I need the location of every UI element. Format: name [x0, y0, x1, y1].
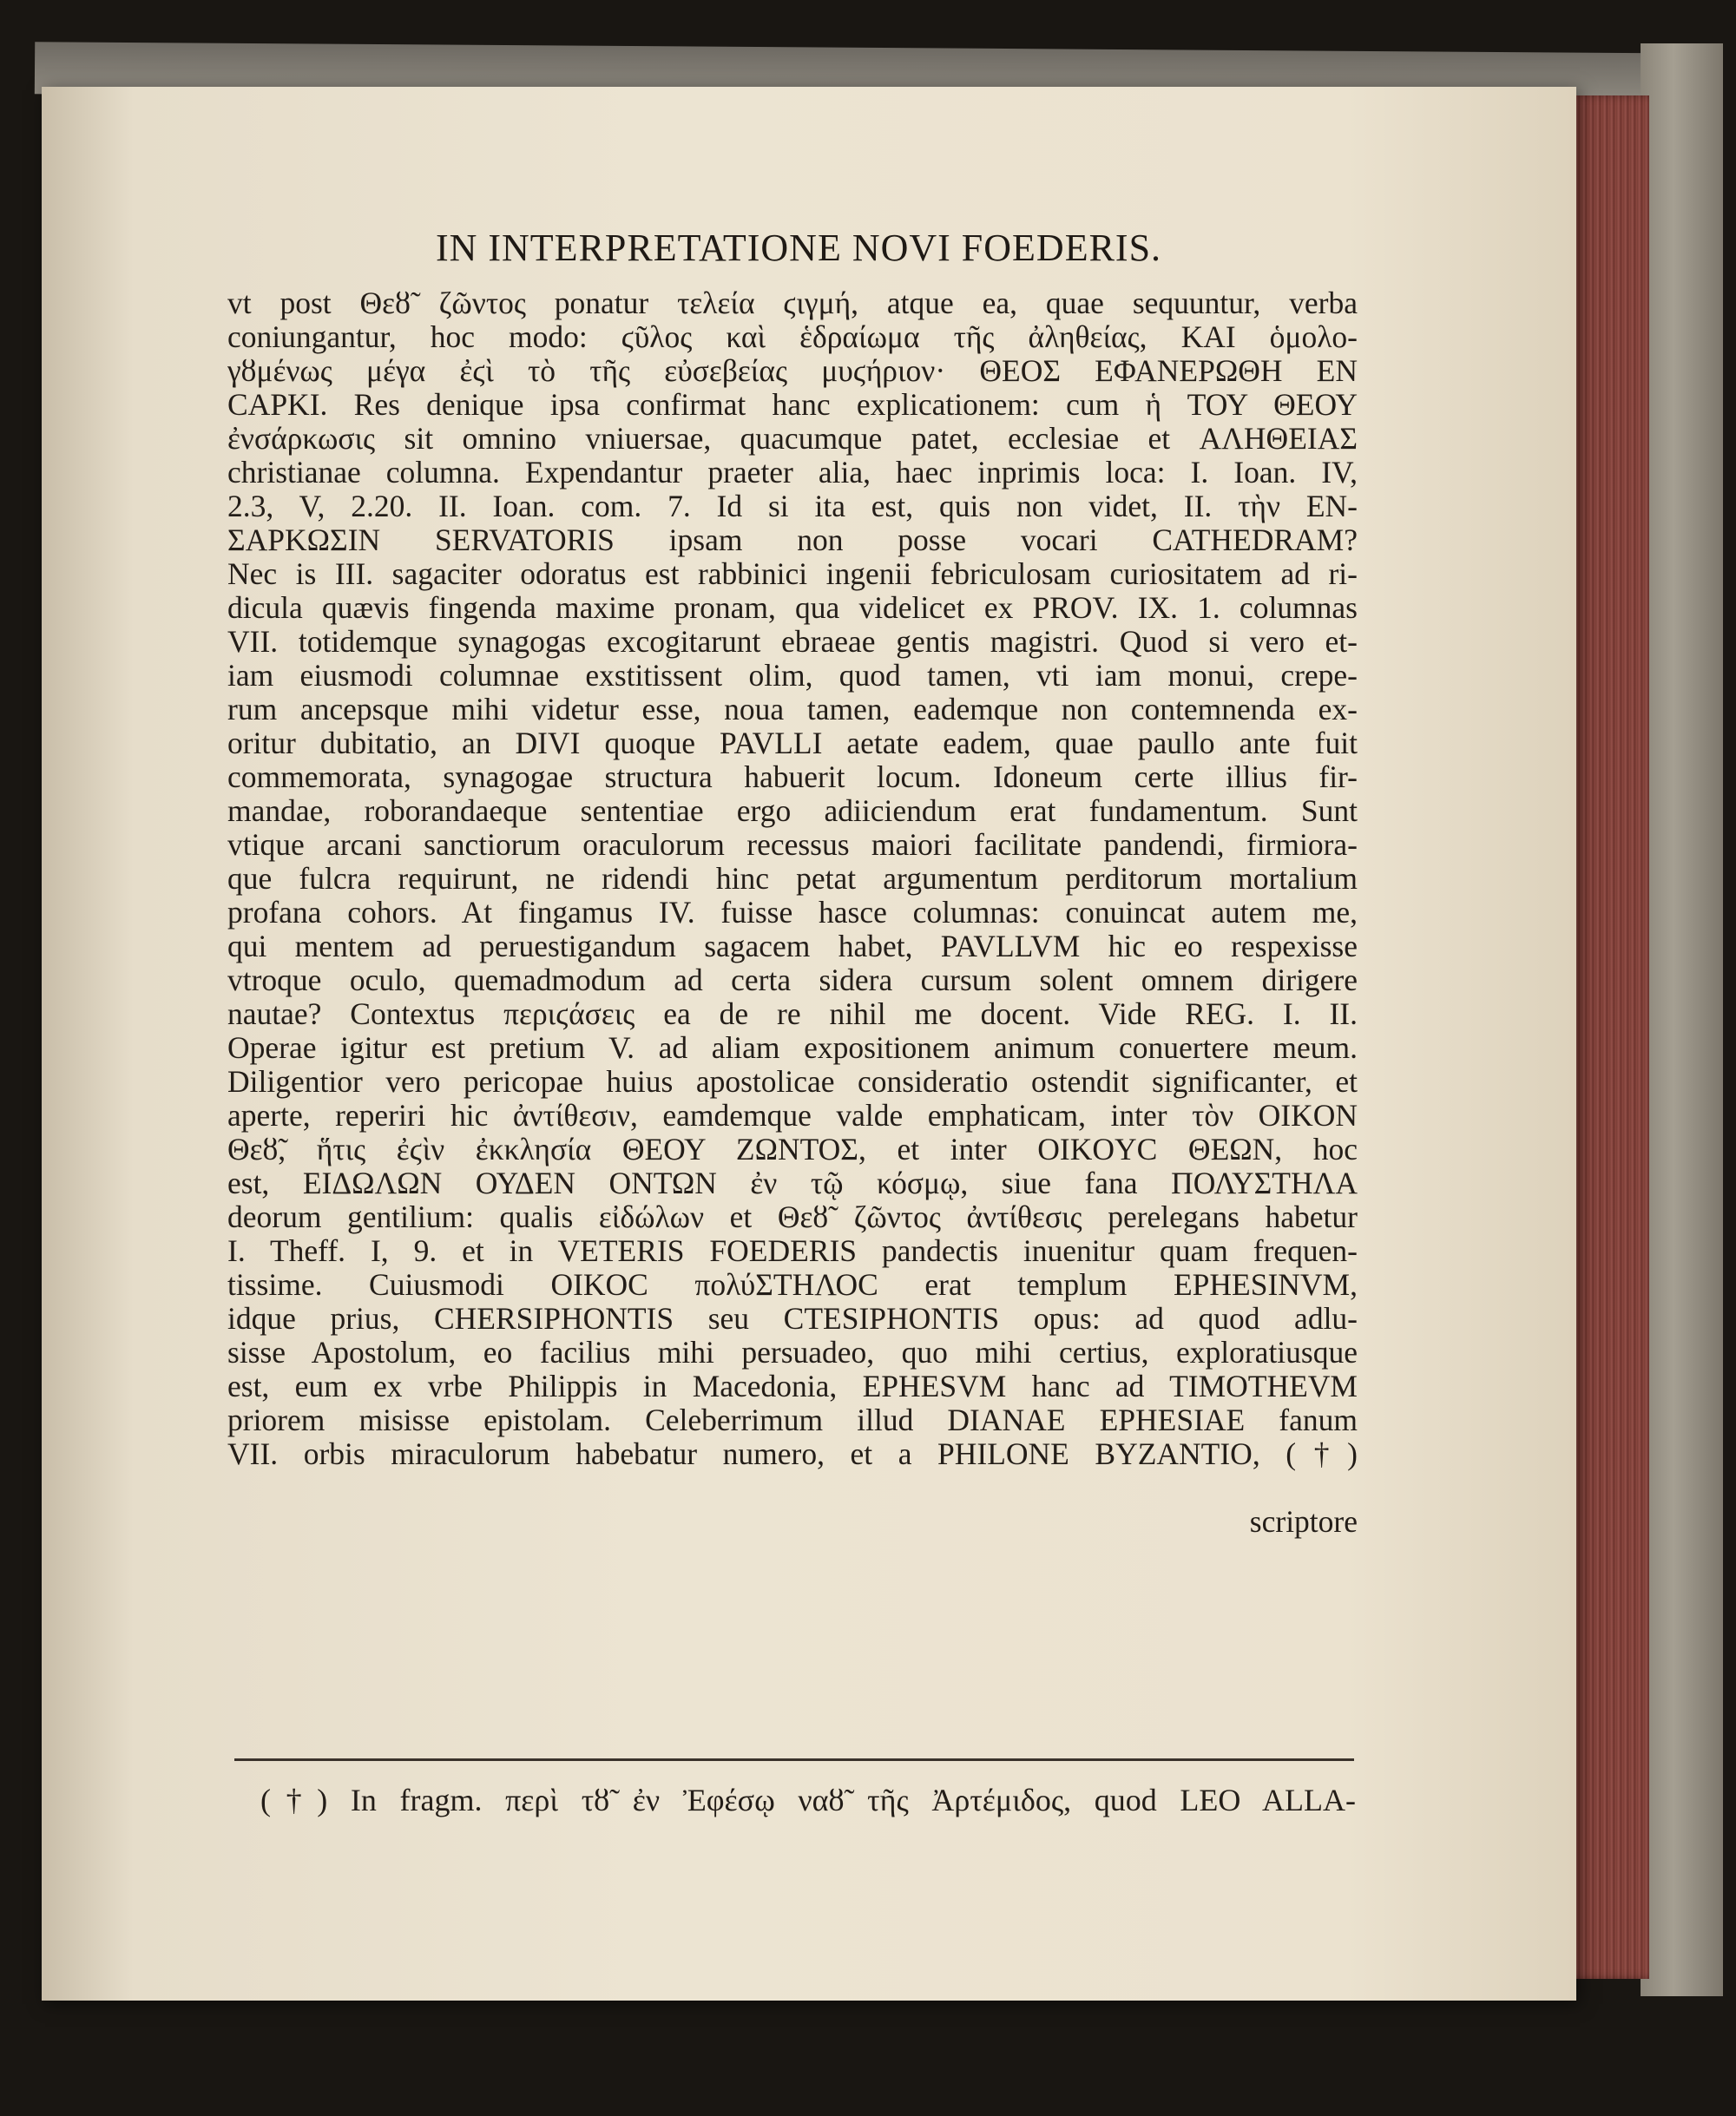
text-line: vtique arcani sanctiorum oraculorum recessus maiori facilitate pandendi, firmiora-: [227, 828, 1358, 862]
text-line: rum ancepsque mihi videtur esse, noua tamen, eademque non contemnenda ex-: [227, 693, 1358, 726]
text-line: nautae? Contextus περιϛάσεις ea de re nihil me docent. Vide REG. I. II.: [227, 997, 1358, 1031]
text-line: CAPKI. Res denique ipsa confirmat hanc explicationem: cum ἡ ΤΟΥ ΘΕΟΥ: [227, 388, 1358, 422]
text-line: aperte, reperiri hic ἀντίθεσιν, eamdemque valde emphaticam, inter τὸν OIKON: [227, 1099, 1358, 1133]
text-line: I. Theff. I, 9. et in VETERIS FOEDERIS pandectis inuenitur quam frequen-: [227, 1234, 1358, 1268]
text-line: dicula quævis fingenda maxime pronam, qua videlicet ex PROV. IX. 1. columnas: [227, 591, 1358, 625]
text-line: ΣΑΡΚΩΣΙΝ SERVATORIS ipsam non posse vocari CATHEDRAM?: [227, 523, 1358, 557]
footnote-rule: [234, 1758, 1354, 1761]
text-line: mandae, roborandaeque sententiae ergo adiiciendum erat fundamentum. Sunt: [227, 794, 1358, 828]
text-line: tissime. Cuiusmodi OIKOC πολύΣΤΗΛΟC erat templum EPHESINVM,: [227, 1268, 1358, 1302]
text-line: Θεȣ̃, ἥτις ἐϛὶν ἐκκλησία ΘΕΟΥ ΖΩΝΤΟΣ, et inter OIKOYC ΘΕΩΝ, hoc: [227, 1133, 1358, 1166]
catchword: scriptore: [1249, 1505, 1358, 1539]
text-line: christianae columna. Expendantur praeter alia, haec inprimis loca: I. Ioan. IV,: [227, 456, 1358, 490]
text-line: Operae igitur est pretium V. ad aliam expositionem animum conuertere meum.: [227, 1031, 1358, 1065]
text-line: est, eum ex vrbe Philippis in Macedonia, EPHESVM hanc ad TIMOTHEVM: [227, 1370, 1358, 1403]
text-line: oritur dubitatio, an DIVI quoque PAVLLI aetate eadem, quae paullo ante fuit: [227, 726, 1358, 760]
text-line: commemorata, synagogae structura habuerit locum. Idoneum certe illius fir-: [227, 760, 1358, 794]
text-line: priorem misisse epistolam. Celeberrimum illud DIANAE EPHESIAE fanum: [227, 1403, 1358, 1437]
text-line: VII. totidemque synagogas excogitarunt ebraeae gentis magistri. Quod si vero et-: [227, 625, 1358, 659]
text-line: Nec is III. sagaciter odoratus est rabbinici ingenii febriculosam curiositatem ad ri-: [227, 557, 1358, 591]
footnote: (†) In fragm. περὶ τȣ̃ ἐν Ἐφέσῳ ναȣ̃ τῆς Ἀρτέμιδος, quod LEO ALLA-: [260, 1783, 1356, 1817]
text-line: deorum gentilium: qualis εἰδώλων et Θεȣ̃ ζῶντος ἀντίθεσις perelegans habetur: [227, 1200, 1358, 1234]
text-line: Diligentior vero pericopae huius apostolicae consideratio ostendit significanter, et: [227, 1065, 1358, 1099]
body-text: [227, 286, 1358, 1539]
text-line: sisse Apostolum, eo facilius mihi persuadeo, quo mihi certius, exploratiusque: [227, 1336, 1358, 1370]
running-title: IN INTERPRETATIONE NOVI FOEDERIS.: [435, 227, 1162, 269]
text-line: 2.3, V, 2.20. II. Ioan. com. 7. Id si ita est, quis non videt, II. τὴν EN-: [227, 490, 1358, 523]
text-line: idque prius, CHERSIPHONTIS seu CTESIPHONTIS opus: ad quod adlu-: [227, 1302, 1358, 1336]
text-line: vtroque oculo, quemadmodum ad certa sidera cursum solent omnem dirigere: [227, 963, 1358, 997]
text-line: que fulcra requirunt, ne ridendi hinc petat argumentum perditorum mortalium: [227, 862, 1358, 896]
text-line: est, ΕΙΔΩΛΩΝ ΟΥΔΕΝ ΟΝΤΩΝ ἐν τῷ κόσμῳ, siue fana ΠΟΛΥΣΤΗΛΑ: [227, 1166, 1358, 1200]
text-line: [227, 1471, 1358, 1505]
text-line: iam eiusmodi columnae exstitissent olim, quod tamen, vti iam monui, crepe-: [227, 659, 1358, 693]
text-line: ἐνσάρκωσις sit omnino vniuersae, quacumque patet, ecclesiae et ΑΛΗΘΕΙΑΣ: [227, 422, 1358, 456]
text-line: qui mentem ad peruestigandum sagacem habet, PAVLLVM hic eo respexisse: [227, 930, 1358, 963]
text-line: VII. orbis miraculorum habebatur numero, et a PHILONE BYZANTIO, (†): [227, 1437, 1358, 1471]
book-cover-right-edge: [1641, 43, 1723, 1996]
text-line: profana cohors. At fingamus IV. fuisse hasce columnas: conuincat autem me,: [227, 896, 1358, 930]
text-line: γȣμένως μέγα ἐϛὶ τὸ τῆς εὐσεβείας μυϛήριον· ΘΕΟΣ ΕΦΑΝΕΡΩΘΗ ΕΝ: [227, 354, 1358, 388]
text-line: coniungantur, hoc modo: ϛῦλος καὶ ἑδραίωμα τῆς ἀληθείας, KAI ὁμολο-: [227, 320, 1358, 354]
text-line: vt post Θεȣ̃ ζῶντος ponatur τελεία ϛιγμή, atque ea, quae sequuntur, verba: [227, 286, 1358, 320]
